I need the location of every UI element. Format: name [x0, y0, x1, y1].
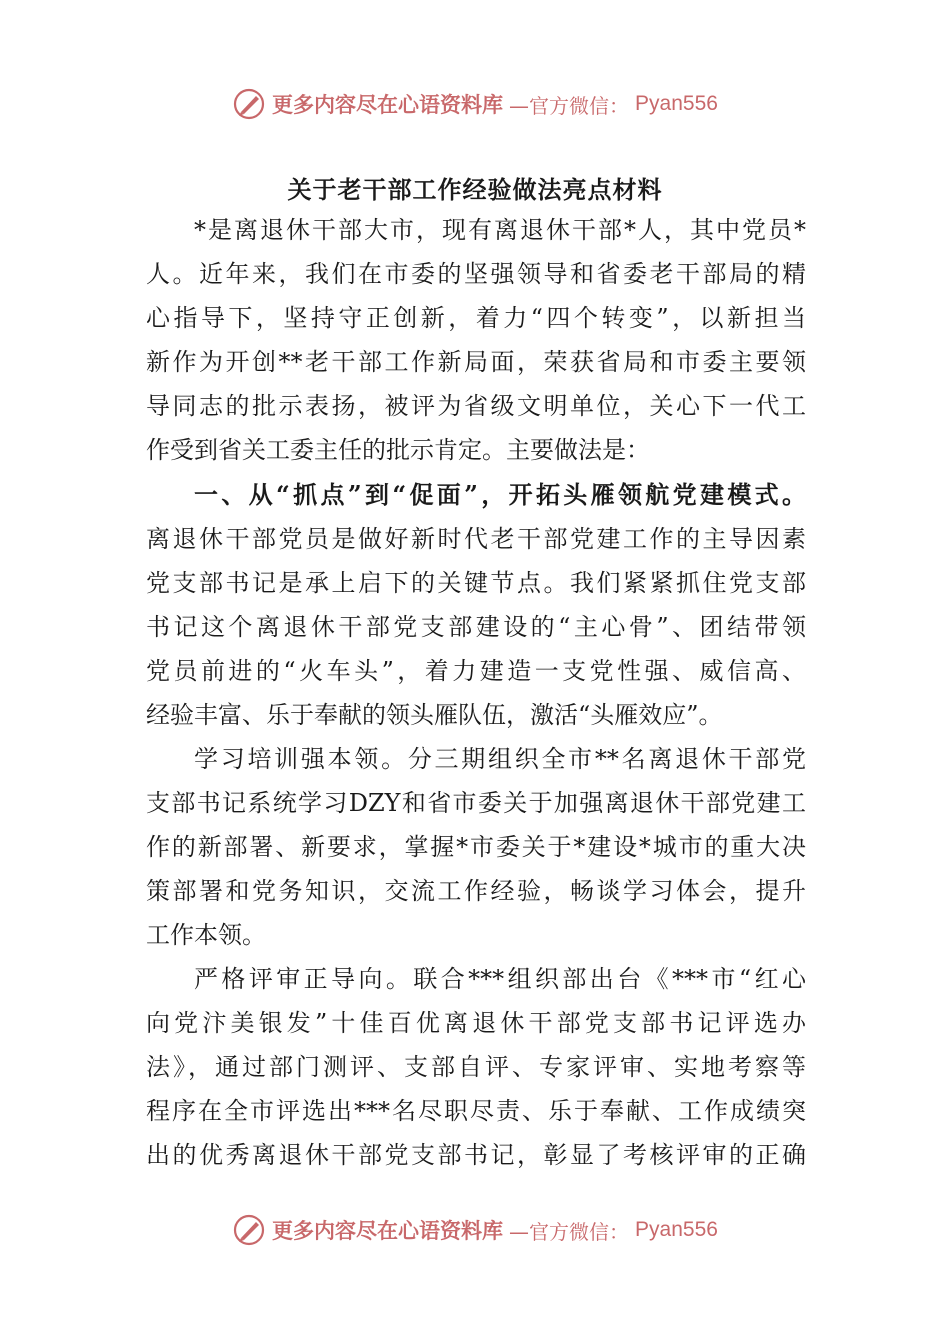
- text-line: *是离退休干部大市，现有离退休干部*人，其中党员*: [194, 216, 806, 244]
- text-line: 支部书记系统学习DZY和省市委关于加强离退休干部党建工: [146, 789, 806, 817]
- watermark-footer: [0, 1210, 950, 1250]
- text-line: 新作为开创**老干部工作新局面，荣获省局和市委主要领: [146, 348, 806, 376]
- watermark-id-text: Pyan556: [635, 92, 718, 115]
- text-line: 学习培训强本领。分三期组织全市**名离退休干部党: [194, 745, 806, 773]
- text-line: 经验丰富、乐于奉献的领头雁队伍，激活“头雁效应”。: [146, 701, 723, 729]
- pen-logo-icon: [232, 1213, 266, 1247]
- text-line: 出的优秀离退休干部党支部书记，彰显了考核评审的正确: [146, 1141, 806, 1169]
- text-line: 向党汴美银发”十佳百优离退休干部党支部书记评选办: [146, 1009, 806, 1037]
- text-line: 法》，通过部门测评、支部自评、专家评审、实地考察等: [146, 1053, 806, 1081]
- text-line: 党支部书记是承上启下的关键节点。我们紧紧抓住党支部: [146, 569, 806, 597]
- text-line: 人。近年来，我们在市委的坚强领导和省委老干部局的精: [146, 260, 806, 288]
- text-line: 作的新部署、新要求，掌握*市委关于*建设*城市的重大决: [146, 833, 806, 861]
- watermark-sub-text: —官方微信：: [509, 93, 630, 118]
- document-title: 关于老干部工作经验做法亮点材料: [287, 175, 663, 204]
- watermark-main-text: 更多内容尽在心语资料库: [272, 92, 504, 117]
- text-line: 导同志的批示表扬，被评为省级文明单位，关心下一代工: [146, 392, 806, 420]
- text-line: 严格评审正导向。联合***组织部出台《***市“红心: [194, 965, 806, 993]
- text-line: 书记这个离退休干部党支部建设的“主心骨”、团结带领: [146, 613, 806, 641]
- watermark-sub-text: —官方微信：: [509, 1219, 630, 1244]
- watermark-main-text: 更多内容尽在心语资料库: [272, 1218, 504, 1243]
- text-line: 程序在全市评选出***名尽职尽责、乐于奉献、工作成绩突: [146, 1097, 806, 1125]
- text-line: 策部署和党务知识，交流工作经验，畅谈学习体会，提升: [146, 877, 806, 905]
- watermark-header: [0, 84, 950, 124]
- text-line: 心指导下，坚持守正创新，着力“四个转变”，以新担当: [146, 304, 806, 332]
- text-line: 工作本领。: [146, 921, 266, 949]
- pen-logo-icon: [232, 87, 266, 121]
- watermark-id-text: Pyan556: [635, 1218, 718, 1241]
- text-line: 党员前进的“火车头”，着力建造一支党性强、威信高、: [146, 657, 806, 685]
- section-heading: 一、从“抓点”到“促面”，开拓头雁领航党建模式。: [194, 480, 806, 509]
- text-line: 作受到省关工委主任的批示肯定。主要做法是：: [146, 436, 650, 464]
- text-line: 离退休干部党员是做好新时代老干部党建工作的主导因素: [146, 525, 806, 553]
